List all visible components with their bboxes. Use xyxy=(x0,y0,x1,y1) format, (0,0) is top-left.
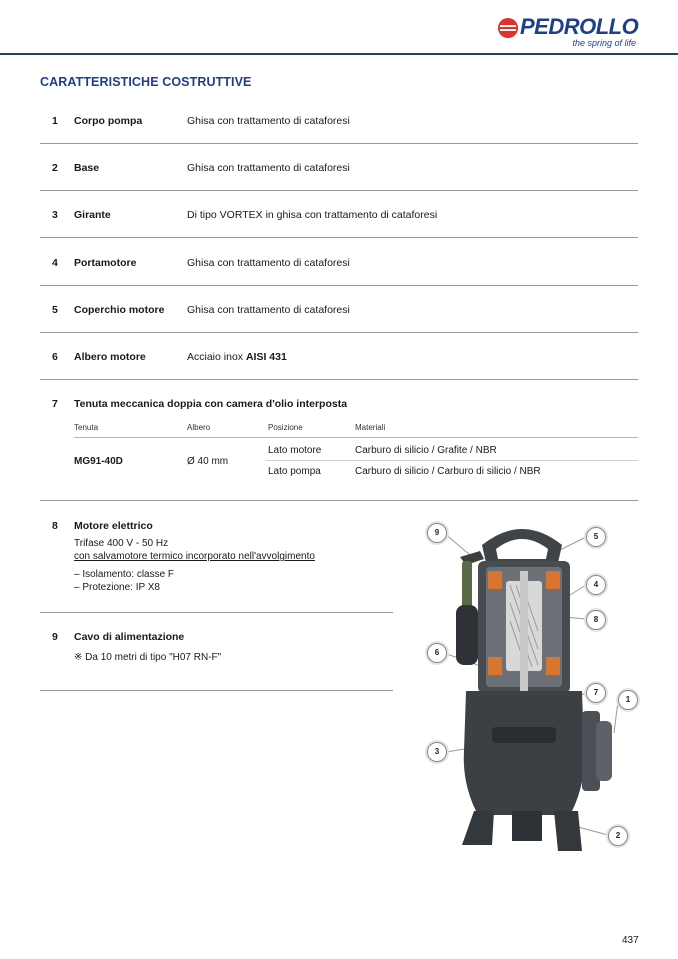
component-name: Albero motore xyxy=(74,351,146,363)
divider xyxy=(40,190,638,191)
divider xyxy=(40,379,638,380)
component-name: Portamotore xyxy=(74,257,137,269)
pump-cutaway-illustration xyxy=(422,515,644,860)
seal-header-tenuta: Tenuta xyxy=(74,423,99,432)
component-desc xyxy=(187,351,287,363)
callout-2: 2 xyxy=(608,826,628,846)
component-name: Girante xyxy=(74,209,111,221)
component-number: 5 xyxy=(52,304,58,316)
component-desc: Ghisa con trattamento di cataforesi xyxy=(187,115,350,127)
seal-position: Lato motore xyxy=(268,445,322,456)
component-name: Coperchio motore xyxy=(74,304,165,316)
callout-8: 8 xyxy=(586,610,606,630)
header-rule xyxy=(0,53,678,55)
pedrollo-logo xyxy=(498,14,638,50)
component-desc: Ghisa con trattamento di cataforesi xyxy=(187,304,350,316)
component-number: 2 xyxy=(52,162,58,174)
motor-supply: Trifase 400 V - 50 Hz xyxy=(74,538,169,549)
component-number: 9 xyxy=(52,631,58,643)
brand-name: PEDROLLO xyxy=(520,14,639,39)
component-number: 3 xyxy=(52,209,58,221)
seal-model: MG91-40D xyxy=(74,456,123,467)
divider xyxy=(40,612,393,613)
component-number: 6 xyxy=(52,351,58,363)
callout-7: 7 xyxy=(586,683,606,703)
component-desc: Ghisa con trattamento di cataforesi xyxy=(187,257,350,269)
seal-header-posizione: Posizione xyxy=(268,423,303,432)
divider xyxy=(40,690,393,691)
motor-specs xyxy=(74,537,315,594)
seal-materials: Carburo di silicio / Carburo di silicio / NBR xyxy=(355,466,541,477)
section-title: CARATTERISTICHE COSTRUTTIVE xyxy=(40,75,252,89)
motor-protection-note: con salvamotore termico incorporato nell'avvolgimento xyxy=(74,551,315,562)
divider xyxy=(40,332,638,333)
brand-tagline: the spring of life xyxy=(572,38,636,48)
motor-ip-rating: – Protezione: IP X8 xyxy=(74,582,160,593)
cable-spec: ※ Da 10 metri di tipo "H07 RN-F" xyxy=(74,652,222,663)
callout-3: 3 xyxy=(427,742,447,762)
seal-header-rule xyxy=(74,437,638,438)
divider xyxy=(40,143,638,144)
component-number: 1 xyxy=(52,115,58,127)
callout-5: 5 xyxy=(586,527,606,547)
seal-shaft: Ø 40 mm xyxy=(187,456,229,467)
seal-position: Lato pompa xyxy=(268,466,321,477)
divider xyxy=(40,500,638,501)
cable-title: Cavo di alimentazione xyxy=(74,631,185,643)
component-number: 7 xyxy=(52,398,58,410)
seal-materials: Carburo di silicio / Grafite / NBR xyxy=(355,445,497,456)
callout-6: 6 xyxy=(427,643,447,663)
callout-1: 1 xyxy=(618,690,638,710)
shaft-material-grade: AISI 431 xyxy=(245,351,287,363)
motor-insulation: – Isolamento: classe F xyxy=(74,569,175,580)
seal-row-rule xyxy=(266,460,638,461)
component-name: Base xyxy=(74,162,100,174)
callout-9: 9 xyxy=(427,523,447,543)
divider xyxy=(40,237,638,238)
seal-title: Tenuta meccanica doppia con camera d'olio interposta xyxy=(74,398,348,410)
page-number: 437 xyxy=(622,935,639,946)
seal-header-materiali: Materiali xyxy=(355,423,386,432)
component-desc: Ghisa con trattamento di cataforesi xyxy=(187,162,350,174)
shaft-material: Acciaio inox xyxy=(187,351,244,363)
component-number: 4 xyxy=(52,257,58,269)
logo-mark-icon xyxy=(498,18,518,38)
component-name: Corpo pompa xyxy=(74,115,143,127)
component-number: 8 xyxy=(52,520,58,532)
component-desc: Di tipo VORTEX in ghisa con trattamento di cataforesi xyxy=(187,209,438,221)
divider xyxy=(40,285,638,286)
seal-header-albero: Albero xyxy=(187,423,211,432)
callout-4: 4 xyxy=(586,575,606,595)
motor-title: Motore elettrico xyxy=(74,520,153,532)
